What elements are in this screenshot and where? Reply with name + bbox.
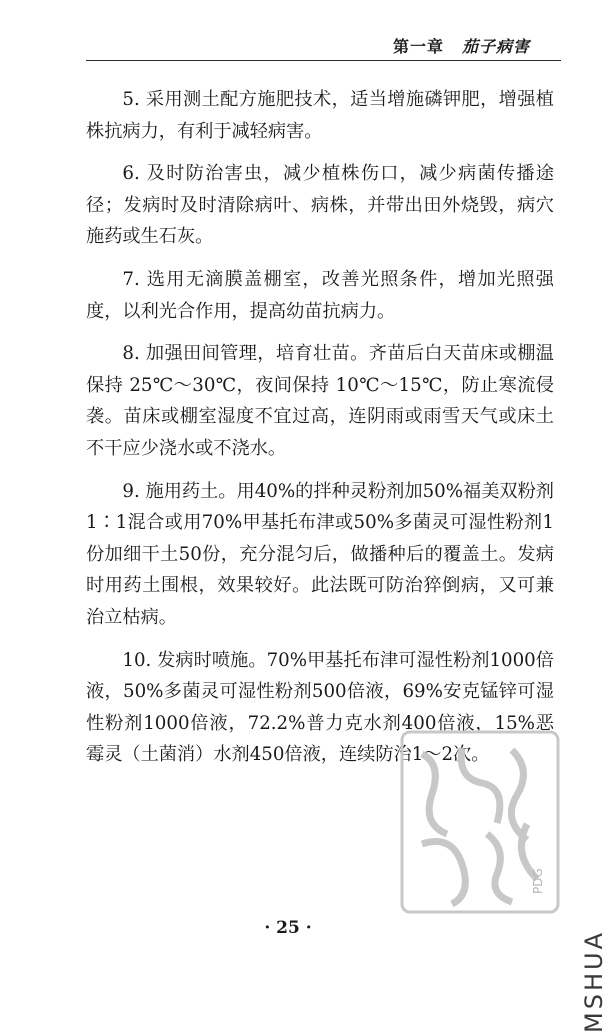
paragraph-8: 8. 加强田间管理，培育壮苗。齐苗后白天苗床或棚温保持 25℃～30℃，夜间保持 10℃～15℃，防止寒流侵袭。苗床或棚室湿度不宜过高，连阴雨或雨雪天气或床土不干应少浇水或不浇水。	[86, 343, 554, 459]
library-seal-stamp	[392, 724, 568, 920]
paragraph-10: 10. 发病时喷施。70%甲基托布津可湿性粉剂1000倍液，50%多菌灵可湿性粉剂500倍液，69%安克锰锌可湿性粉剂1000倍液，72.2%普力克水剂400倍液，15%恶霉灵（土菌消）水剂450倍液，连续防治1～2次。	[86, 649, 554, 766]
stamp-label: PDG	[531, 868, 545, 894]
running-header	[393, 34, 530, 57]
body-text	[86, 84, 554, 782]
side-watermark: MSHUA	[580, 930, 608, 1033]
page-number: · 25 ·	[264, 918, 312, 938]
paragraph-5: 5. 采用测土配方施肥技术，适当增施磷钾肥，增强植株抗病力，有利于减轻病害。	[86, 89, 554, 142]
header-rule	[86, 60, 561, 61]
chapter-number: 第一章	[392, 37, 444, 56]
paragraph-9: 9. 施用药土。用40%的拌种灵粉剂加50%福美双粉剂1∶1混合或用70%甲基托布津或50%多菌灵可湿性粉剂1份加细干土50份，充分混匀后，做播种后的覆盖土。发病时用药土围根，效果较好。此法既可防治猝倒病，又可兼治立枯病。	[86, 480, 554, 628]
paragraph-6: 6. 及时防治害虫，减少植株伤口，减少病菌传播途径；发病时及时清除病叶、病株，并带出田外烧毁，病穴施药或生石灰。	[86, 163, 554, 248]
paragraph-7: 7. 选用无滴膜盖棚室，改善光照条件，增加光照强度，以利光合作用，提高幼苗抗病力。	[86, 268, 554, 322]
chapter-title: 茄子病害	[461, 37, 530, 56]
